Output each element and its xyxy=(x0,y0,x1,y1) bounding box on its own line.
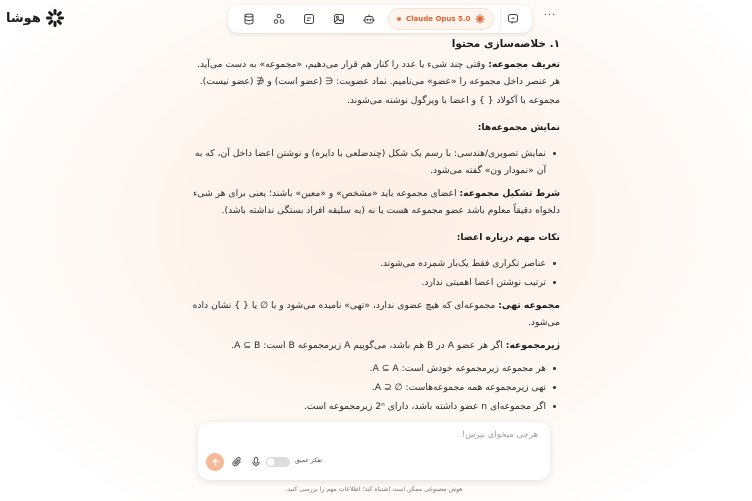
definition-paragraph xyxy=(192,56,560,90)
app-name: هوشا xyxy=(6,10,41,26)
logo-mark-icon xyxy=(45,8,65,28)
toggle-knob xyxy=(267,458,275,466)
message-composer xyxy=(198,422,550,480)
subset-label: زیرمجموعه: xyxy=(505,340,560,351)
paperclip-icon[interactable] xyxy=(231,456,243,468)
gallery-button[interactable] xyxy=(324,8,354,30)
arrow-up-icon xyxy=(211,458,220,467)
image-tool-icon xyxy=(303,13,315,25)
response-content xyxy=(192,36,560,419)
section-heading: ۱. خلاصه‌سازی محتوا xyxy=(451,38,560,50)
subset-paragraph xyxy=(192,337,560,354)
definition-label: تعریف مجموعه: xyxy=(488,59,560,70)
condition-paragraph xyxy=(192,185,560,219)
list-item: عناصر تکراری فقط یک‌بار شمرده می‌شوند. xyxy=(192,255,546,272)
list-item: ترتیب نوشتن اعضا اهمیتی ندارد. xyxy=(192,274,546,291)
apps-icon xyxy=(273,13,285,25)
empty-set-text: مجموعه‌ای که هیچ عضوی ندارد، «تهی» نامیده می‌شود و با ∅ یا { } نشان داده می‌شود. xyxy=(192,300,560,328)
microphone-icon[interactable] xyxy=(250,456,262,468)
bot-icon xyxy=(363,13,375,25)
notes-heading: نکات مهم درباره اعضا: xyxy=(456,232,560,243)
show-heading: نمایش مجموعه‌ها: xyxy=(477,122,560,133)
claude-starburst-icon xyxy=(475,14,485,24)
top-toolbar xyxy=(228,5,532,33)
bot-button[interactable] xyxy=(354,8,384,30)
definition-text: وقتی چند شیء یا عدد را کنار هم قرار می‌دهیم، «مجموعه» به دست می‌آید. هر عنصر داخل مجموعه را «عضو» می‌نامیم. نماد عضویت: ∈ (عضو است) و ∉ (عضو نیست). xyxy=(197,59,560,87)
list-item: هر مجموعه زیرمجموعه خودش است: A ⊆ A. xyxy=(192,360,546,377)
image-tool-button[interactable] xyxy=(294,8,324,30)
database-icon xyxy=(243,13,255,25)
empty-set-paragraph xyxy=(192,297,560,331)
notes-list xyxy=(192,255,560,291)
more-options-button[interactable]: ··· xyxy=(543,10,557,21)
ai-disclaimer: هوش مصنوعی ممکن است اشتباه کند؛ اطلاعات مهم را بررسی کنید. xyxy=(285,486,463,493)
model-selector[interactable] xyxy=(388,8,494,30)
definition-paragraph-2: مجموعه با آکولاد { } و اعضا با ویرگول نوشته می‌شوند. xyxy=(346,95,560,106)
model-dot-icon xyxy=(397,17,401,21)
message-input[interactable] xyxy=(218,430,538,440)
condition-text: اعضای مجموعه باید «مشخص» و «معین» باشند؛ یعنی برای هر شیء دلخواه دقیقاً معلوم باشد عضو مجموعه هست یا نه (به سلیقه افراد بستگی نداشته باشد). xyxy=(192,188,560,216)
apps-button[interactable] xyxy=(264,8,294,30)
chat-icon xyxy=(507,13,519,25)
gallery-icon xyxy=(333,13,345,25)
list-item: نمایش تصویری/هندسی: با رسم یک شکل (چندضلعی یا دایره) و نوشتن اعضا داخل آن، که به آن «نمودار ون» گفته می‌شود. xyxy=(192,145,546,179)
model-name: Claude Opus 5.0 xyxy=(406,15,471,23)
list-item: تهی زیرمجموعه همه مجموعه‌هاست: ∅ ⊆ A. xyxy=(192,379,546,396)
chat-button[interactable] xyxy=(500,8,524,30)
subset-text: اگر هر عضو A در B هم باشد، می‌گوییم A زیرمجموعه B است: A ⊆ B. xyxy=(231,340,506,351)
condition-label: شرط تشکیل مجموعه: xyxy=(459,188,560,199)
send-button[interactable] xyxy=(206,453,224,471)
deep-think-label: تفکر عمیق xyxy=(295,457,323,464)
show-list xyxy=(192,145,560,179)
app-logo[interactable] xyxy=(6,8,65,28)
subset-list xyxy=(192,360,560,415)
deep-think-toggle[interactable] xyxy=(266,457,290,467)
empty-set-label: مجموعه تهی: xyxy=(498,300,560,311)
database-button[interactable] xyxy=(234,8,264,30)
list-item: اگر مجموعه‌ای n عضو داشته باشد، دارای 2ⁿ زیرمجموعه است. xyxy=(192,398,546,415)
